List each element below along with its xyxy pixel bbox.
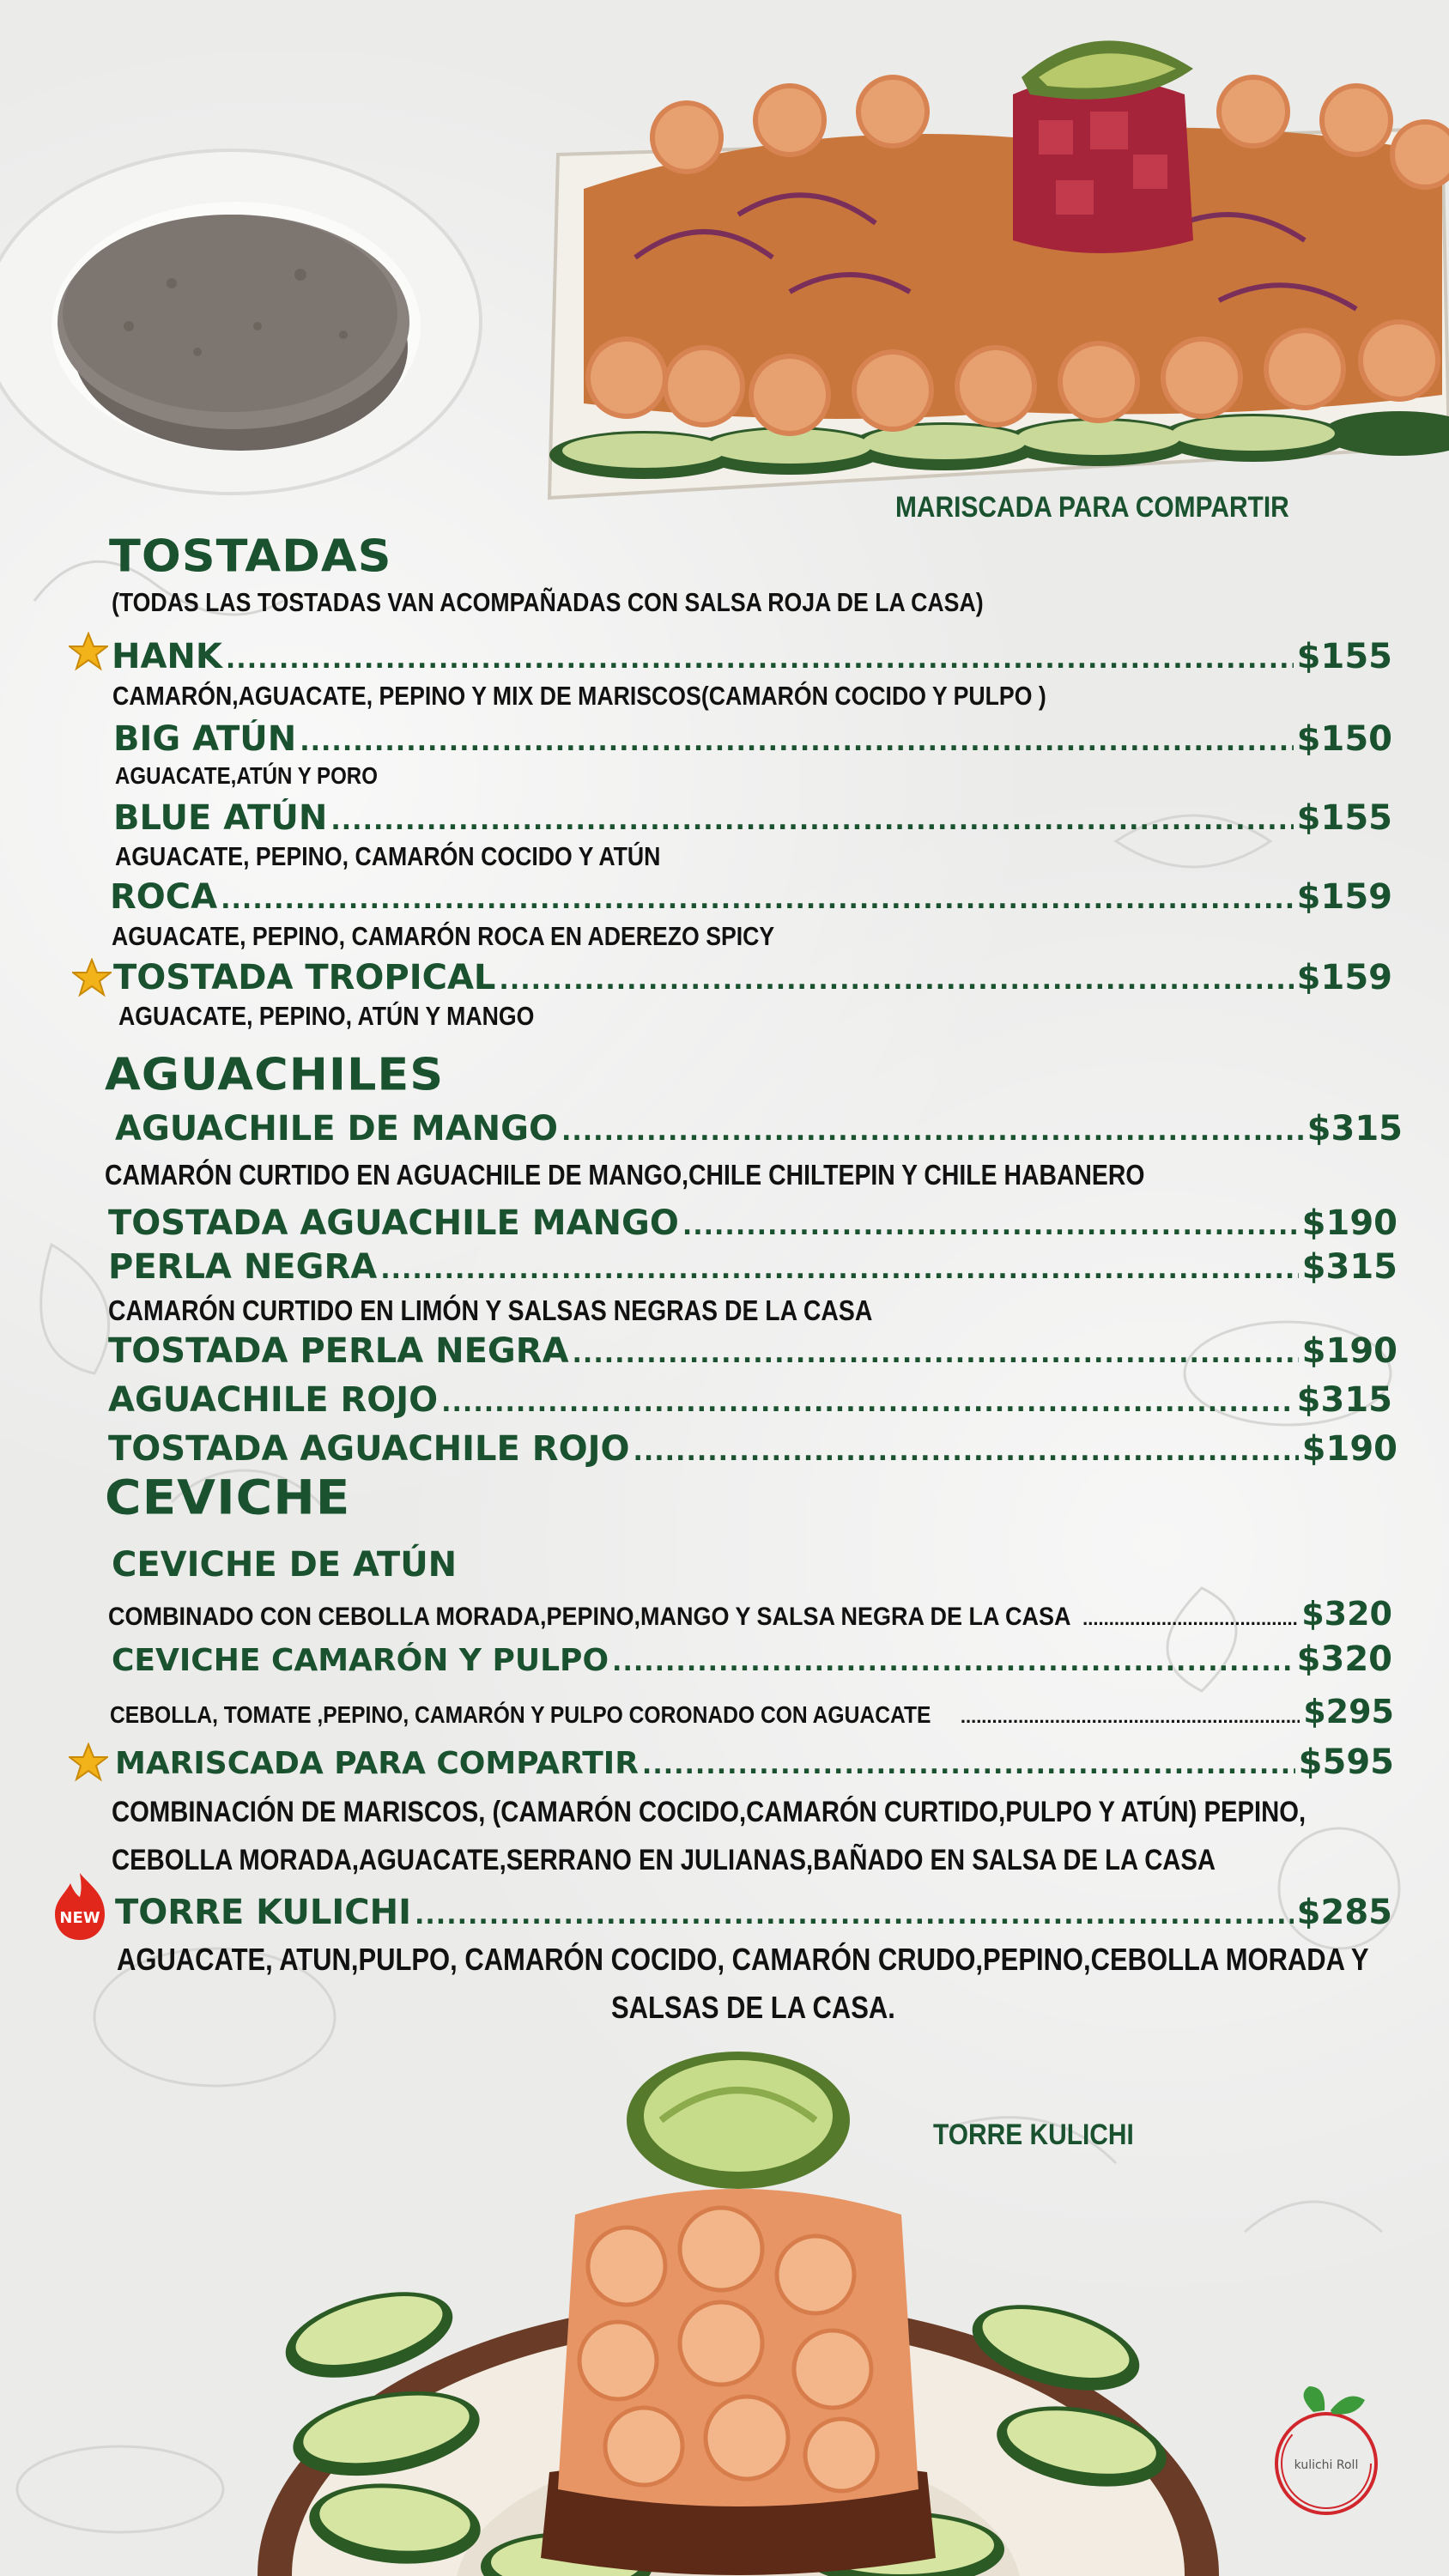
item-name: AGUACHILE DE MANGO <box>115 1109 558 1149</box>
item-description: AGUACATE, PEPINO, ATÚN Y MANGO <box>118 1001 535 1031</box>
item-description: CAMARÓN CURTIDO EN AGUACHILE DE MANGO,CHILE CHILTEPIN Y CHILE HABANERO <box>105 1159 1145 1191</box>
leader-dots <box>499 966 1293 996</box>
leader-dots <box>415 1900 1294 1930</box>
logo-text: kulichi Roll <box>1294 2458 1359 2472</box>
leader-dots <box>226 645 1294 675</box>
leader-dots <box>221 885 1294 915</box>
leader-dots <box>682 1211 1299 1241</box>
item-price: $190 <box>1301 1203 1397 1243</box>
menu-item-tostada-aguachile-mango <box>108 1203 1397 1246</box>
menu-item-aguachile-de-mango <box>115 1109 1403 1152</box>
section-title-aguachiles: AGUACHILES <box>105 1049 445 1100</box>
leader-dots <box>642 1750 1295 1780</box>
item-name: BLUE ATÚN <box>113 798 328 838</box>
item-price: $315 <box>1307 1109 1403 1149</box>
item-price: $315 <box>1296 1380 1392 1420</box>
menu-item-tostada-tropical <box>113 958 1392 1001</box>
leader-dots <box>612 1647 1294 1677</box>
item-description: AGUACATE,ATÚN Y PORO <box>115 762 378 789</box>
item-description: CAMARÓN CURTIDO EN LIMÓN Y SALSAS NEGRAS DE LA CASA <box>108 1294 873 1326</box>
new-badge-label: NEW <box>59 1909 100 1927</box>
star-icon <box>72 958 112 997</box>
item-name: AGUACHILE ROJO <box>108 1380 439 1420</box>
item-price: $190 <box>1301 1429 1397 1469</box>
menu-item-torre-kulichi <box>115 1893 1392 1936</box>
item-description: CEBOLLA, TOMATE ,PEPINO, CAMARÓN Y PULPO CORONADO CON AGUACATE <box>110 1701 931 1728</box>
item-description: AGUACATE, PEPINO, CAMARÓN COCIDO Y ATÚN <box>115 841 661 871</box>
leader-dots <box>330 806 1293 836</box>
item-price: $159 <box>1296 958 1392 997</box>
menu-item-ceviche-de-atun: CEVICHE DE ATÚN <box>112 1545 458 1585</box>
item-price: $315 <box>1301 1247 1397 1287</box>
item-name: PERLA NEGRA <box>108 1247 378 1287</box>
item-price: $155 <box>1296 637 1392 676</box>
new-badge-icon <box>52 1871 108 1942</box>
item-price: $190 <box>1301 1331 1397 1371</box>
item-name: CEVICHE CAMARÓN Y PULPO <box>112 1643 609 1678</box>
section-title-ceviche: CEVICHE <box>105 1470 351 1525</box>
leader-dots <box>961 1706 1300 1728</box>
item-price: $320 <box>1296 1640 1392 1679</box>
tostadas-note: (TODAS LAS TOSTADAS VAN ACOMPAÑADAS CON SALSA ROJA DE LA CASA) <box>112 587 984 617</box>
item-price: $320 <box>1301 1595 1392 1633</box>
menu-item-big-atun <box>113 719 1392 762</box>
item-name: TOSTADA AGUACHILE ROJO <box>108 1429 630 1469</box>
item-name: BIG ATÚN <box>113 719 297 759</box>
item-name: TORRE KULICHI <box>115 1893 411 1932</box>
item-description: CEBOLLA MORADA,AGUACATE,SERRANO EN JULIANAS,BAÑADO EN SALSA DE LA CASA <box>112 1844 1216 1876</box>
menu-item-tostada-perla-negra <box>108 1331 1397 1374</box>
leader-dots <box>1082 1608 1298 1630</box>
item-price: $595 <box>1298 1743 1394 1782</box>
mariscada-platter-photo <box>532 17 1449 506</box>
section-title-tostadas: TOSTADAS <box>109 530 392 582</box>
leader-dots <box>633 1437 1298 1467</box>
leader-dots <box>561 1117 1304 1147</box>
menu-item-mariscada-para-compartir <box>115 1743 1394 1785</box>
item-description: AGUACATE, PEPINO, CAMARÓN ROCA EN ADEREZO SPICY <box>112 921 775 951</box>
item-price: $285 <box>1296 1893 1392 1932</box>
caption-torre-kulichi: TORRE KULICHI <box>933 2118 1134 2151</box>
star-icon <box>69 632 108 671</box>
tostada-plate-photo <box>0 129 489 506</box>
leader-dots <box>380 1255 1298 1285</box>
ceviche-camaron-description-row <box>110 1693 1394 1730</box>
item-price: $150 <box>1296 719 1392 759</box>
menu-item-tostada-aguachile-rojo <box>108 1429 1397 1472</box>
item-description: AGUACATE, ATUN,PULPO, CAMARÓN COCIDO, CAMARÓN CRUDO,PEPINO,CEBOLLA MORADA Y <box>117 1942 1369 1977</box>
star-icon <box>69 1743 108 1782</box>
ceviche-de-atun-description-row <box>108 1595 1392 1633</box>
caption-mariscada: MARISCADA PARA COMPARTIR <box>895 491 1289 524</box>
menu-item-roca <box>110 877 1392 920</box>
item-name: HANK <box>112 637 222 676</box>
menu-item-blue-atun <box>113 798 1392 841</box>
menu-item-aguachile-rojo <box>108 1380 1392 1423</box>
item-description: COMBINADO CON CEBOLLA MORADA,PEPINO,MANGO Y SALSA NEGRA DE LA CASA <box>108 1603 1071 1631</box>
item-name: MARISCADA PARA COMPARTIR <box>115 1746 639 1781</box>
item-description: COMBINACIÓN DE MARISCOS, (CAMARÓN COCIDO,CAMARÓN CURTIDO,PULPO Y ATÚN) PEPINO, <box>112 1796 1307 1828</box>
leader-dots <box>441 1388 1294 1418</box>
menu-item-ceviche-camaron-y-pulpo <box>112 1640 1392 1682</box>
item-name: TOSTADA PERLA NEGRA <box>108 1331 569 1371</box>
item-price: $155 <box>1296 798 1392 838</box>
item-name: TOSTADA TROPICAL <box>113 958 496 997</box>
item-price: $295 <box>1303 1693 1394 1730</box>
logo-icon <box>1262 2378 1391 2524</box>
item-description: SALSAS DE LA CASA. <box>611 1990 895 2025</box>
menu-item-perla-negra <box>108 1247 1397 1290</box>
item-name: TOSTADA AGUACHILE MANGO <box>108 1203 679 1243</box>
menu-item-hank <box>112 637 1392 680</box>
item-description: CAMARÓN,AGUACATE, PEPINO Y MIX DE MARISCOS(CAMARÓN COCIDO Y PULPO ) <box>112 681 1046 711</box>
leader-dots <box>573 1339 1299 1369</box>
leader-dots <box>300 727 1293 757</box>
item-price: $159 <box>1296 877 1392 917</box>
item-name: ROCA <box>110 877 218 917</box>
